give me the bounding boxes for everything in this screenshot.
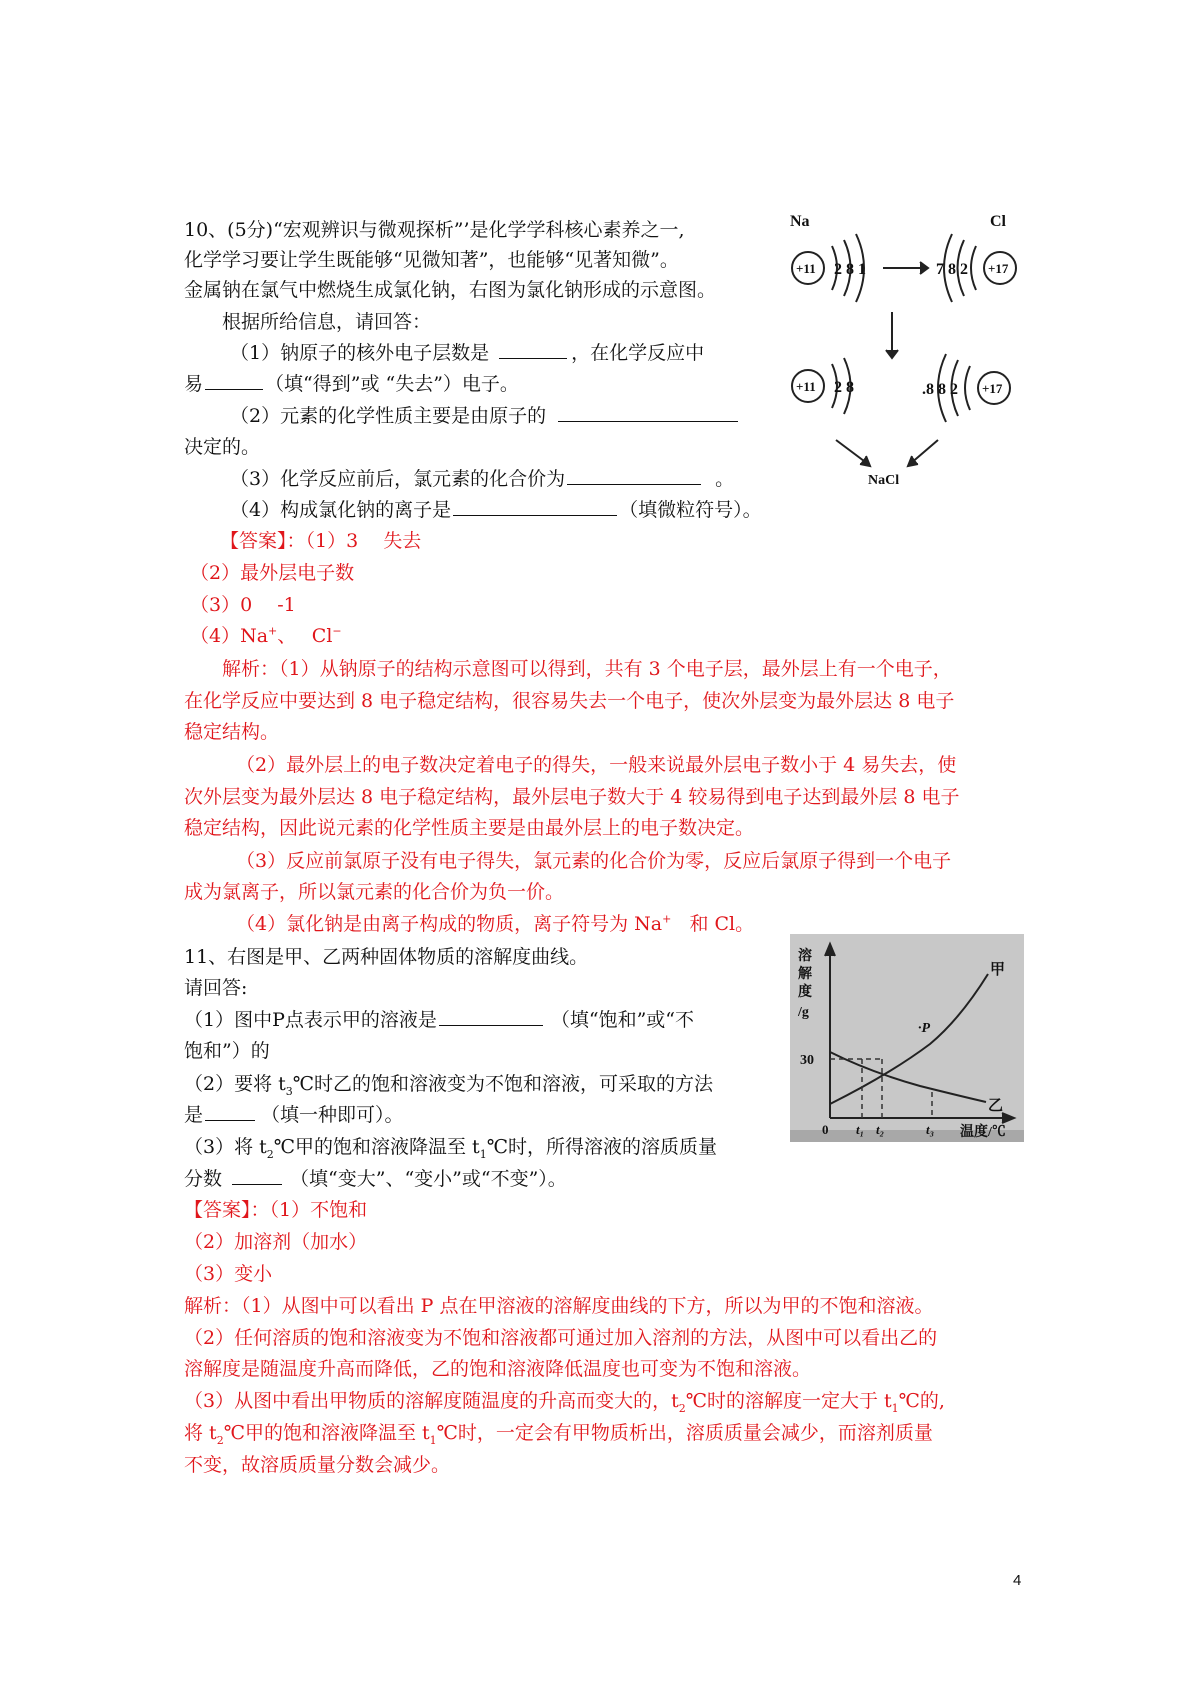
q11-sub3-line1: （3）将 $t_2℃$甲的饱和溶液降温至 $t_1℃$时，所得溶液的溶质质量 [184,1136,717,1161]
cl-nucleus-label: +17 [988,261,1009,276]
q11-blank1 [439,1007,543,1026]
q10-blank2 [205,371,263,390]
na-label: Na [790,213,810,230]
q10-explain-1a: 解析：（1）从钠原子的结构示意图可以得到，共有 3 个电子层，最外层上有一个电子， [222,658,952,680]
q11-explain-3b: 将 $t_2℃$甲的饱和溶液降温至 $t_1℃$时，一定会有甲物质析出，溶质质量会减少，而溶剂质量 [184,1422,933,1447]
q10-sub1-line1: （1）钠原子的核外电子层数是 ，在化学反应中 [230,342,705,364]
q10-answer-1: 【答案】：（1）3 失去 [220,530,422,552]
q10-explain-2a: （2）最外层上的电子数决定着电子的得失，一般来说最外层电子数小于 4 易失去，使 [236,754,957,776]
q11-answer-1: 【答案】：（1）不饱和 [184,1199,368,1221]
q11-blank2 [205,1102,255,1121]
q11-sub3-line2: 分数 （填“变大”、“变小”或“不变”）。 [184,1168,567,1190]
q10-sub2-line2: 决定的。 [184,436,261,458]
q11-sub2-line2: 是 （填一种即可）。 [184,1104,404,1126]
q10-explain-1c: 稳定结构。 [184,721,280,743]
q10-sub2-line1: （2）元素的化学性质主要是由原子的 [230,403,742,429]
q10-sub3: （3）化学反应前后，氯元素的化合价为 。 [230,468,735,490]
q10-explain-2c: 稳定结构，因此说元素的化学性质主要是由最外层上的电子数决定。 [184,817,755,839]
q11-explain-2a: （2）任何溶质的饱和溶液变为不饱和溶液都可通过加入溶剂的方法，从图中可以看出乙的 [184,1327,938,1349]
q10-blank4 [567,466,701,485]
q10-stem-line2: 化学学习要让学生既能够“见微知著”，也能够“见著知微”。 [184,249,679,271]
curve-yi-label: 乙 [988,1098,1004,1114]
q10-blank5 [453,497,617,516]
q10-stem-line1: 10、(5分)“宏观辨识与微观探析”’是化学学科核心素养之一, [184,219,685,241]
q10-stem-line4: 根据所给信息，请回答： [222,311,432,333]
q10-explain-4: （4）氯化钠是由离子构成的物质，离子符号为 Na+ 和 Cl。 [236,912,755,935]
q11-stem-line1: 11、右图是甲、乙两种固体物质的溶解度曲线。 [184,946,589,968]
q11-explain-2b: 溶解度是随温度升高而降低，乙的饱和溶液降低温度也可变为不饱和溶液。 [184,1358,812,1380]
point-p-label: ·P [918,1021,931,1036]
q11-answer-3: （3）变小 [184,1263,273,1285]
q11-sub2-line1: （2）要将 $t_3℃$时乙的饱和溶液变为不饱和溶液，可采取的方法 [184,1073,714,1098]
q10-sub4: （4）构成氯化钠的离子是 （填微粒符号）。 [230,499,762,521]
q10-blank3 [558,403,738,422]
q11-explain-3a: （3）从图中看出甲物质的溶解度随温度的升高而变大的，$t_2℃$时的溶解度一定大于 $t_1℃$的, [184,1390,945,1415]
ylabel-4: /g [798,1005,809,1020]
q10-sub1-line2: 易 （填“得到”或 “失去”）电子。 [184,373,519,395]
q10-blank1 [499,340,567,359]
ylabel-3: 度 [798,985,812,1000]
na-shell-label: 2 8 1 [834,261,866,278]
origin-label: 0 [822,1122,829,1137]
t3-label: t₃ [926,1122,935,1137]
q11-explain-3c: 不变，故溶质质量分数会减少。 [184,1454,451,1476]
t1-label: t₁ [856,1122,865,1137]
q10-stem-line3: 金属钠在氯气中燃烧生成氯化钠，右图为氯化钠形成的示意图。 [184,279,717,301]
na-ion-nucleus-label: +11 [796,379,816,394]
q10-explain-3a: （3）反应前氯原子没有电子得失，氯元素的化合价为零，反应后氯原子得到一个电子 [236,850,952,872]
cl-shell-label: 7 8 2 [936,261,968,278]
q11-blank3 [232,1166,282,1185]
cl-label: Cl [990,213,1006,230]
t2-label: t₂ [876,1122,885,1137]
q11-stem-line2: 请回答: [184,977,248,999]
page-number: 4 [1013,1572,1022,1589]
solubility-curve-figure [790,934,1024,1142]
q11-explain-1: 解析：（1）从图中可以看出 P 点在甲溶液的溶解度曲线的下方，所以为甲的不饱和溶液。 [184,1295,934,1317]
y-tick-30: 30 [800,1053,814,1068]
xlabel: 温度/℃ [960,1125,1006,1140]
q11-sub1-line1: （1）图中P点表示甲的溶液是 （填“饱和”或“不 [184,1009,695,1031]
q10-answer-3: （3）0 -1 [190,594,296,616]
q10-explain-2b: 次外层变为最外层达 8 电子稳定结构，最外层电子数大于 4 较易得到电子达到最外层 8 电子 [184,786,960,808]
ylabel-1: 溶 [798,949,812,964]
cl-ion-shell-label: .8 8 2 [922,381,958,398]
q10-answer-4: （4）Na+、 Cl− [190,624,342,647]
q10-explain-1b: 在化学反应中要达到 8 电子稳定结构，很容易失去一个电子，使次外层变为最外层达 8 电子 [184,690,955,712]
nacl-formation-diagram [788,212,1024,490]
q11-answer-2: （2）加溶剂（加水） [184,1231,368,1253]
q11-sub1-line2: 饱和”）的 [184,1040,270,1062]
curve-jia-label: 甲 [990,962,1006,978]
cl-ion-nucleus-label: +17 [982,381,1003,396]
na-ion-shell-label: 2 8 [834,379,854,396]
na-nucleus-label: +11 [796,261,816,276]
ylabel-2: 解 [798,967,812,982]
q10-answer-2: （2）最外层电子数 [190,562,355,584]
q10-explain-3b: 成为氯离子，所以氯元素的化合价为负一价。 [184,881,565,903]
nacl-label: NaCl [868,473,900,488]
